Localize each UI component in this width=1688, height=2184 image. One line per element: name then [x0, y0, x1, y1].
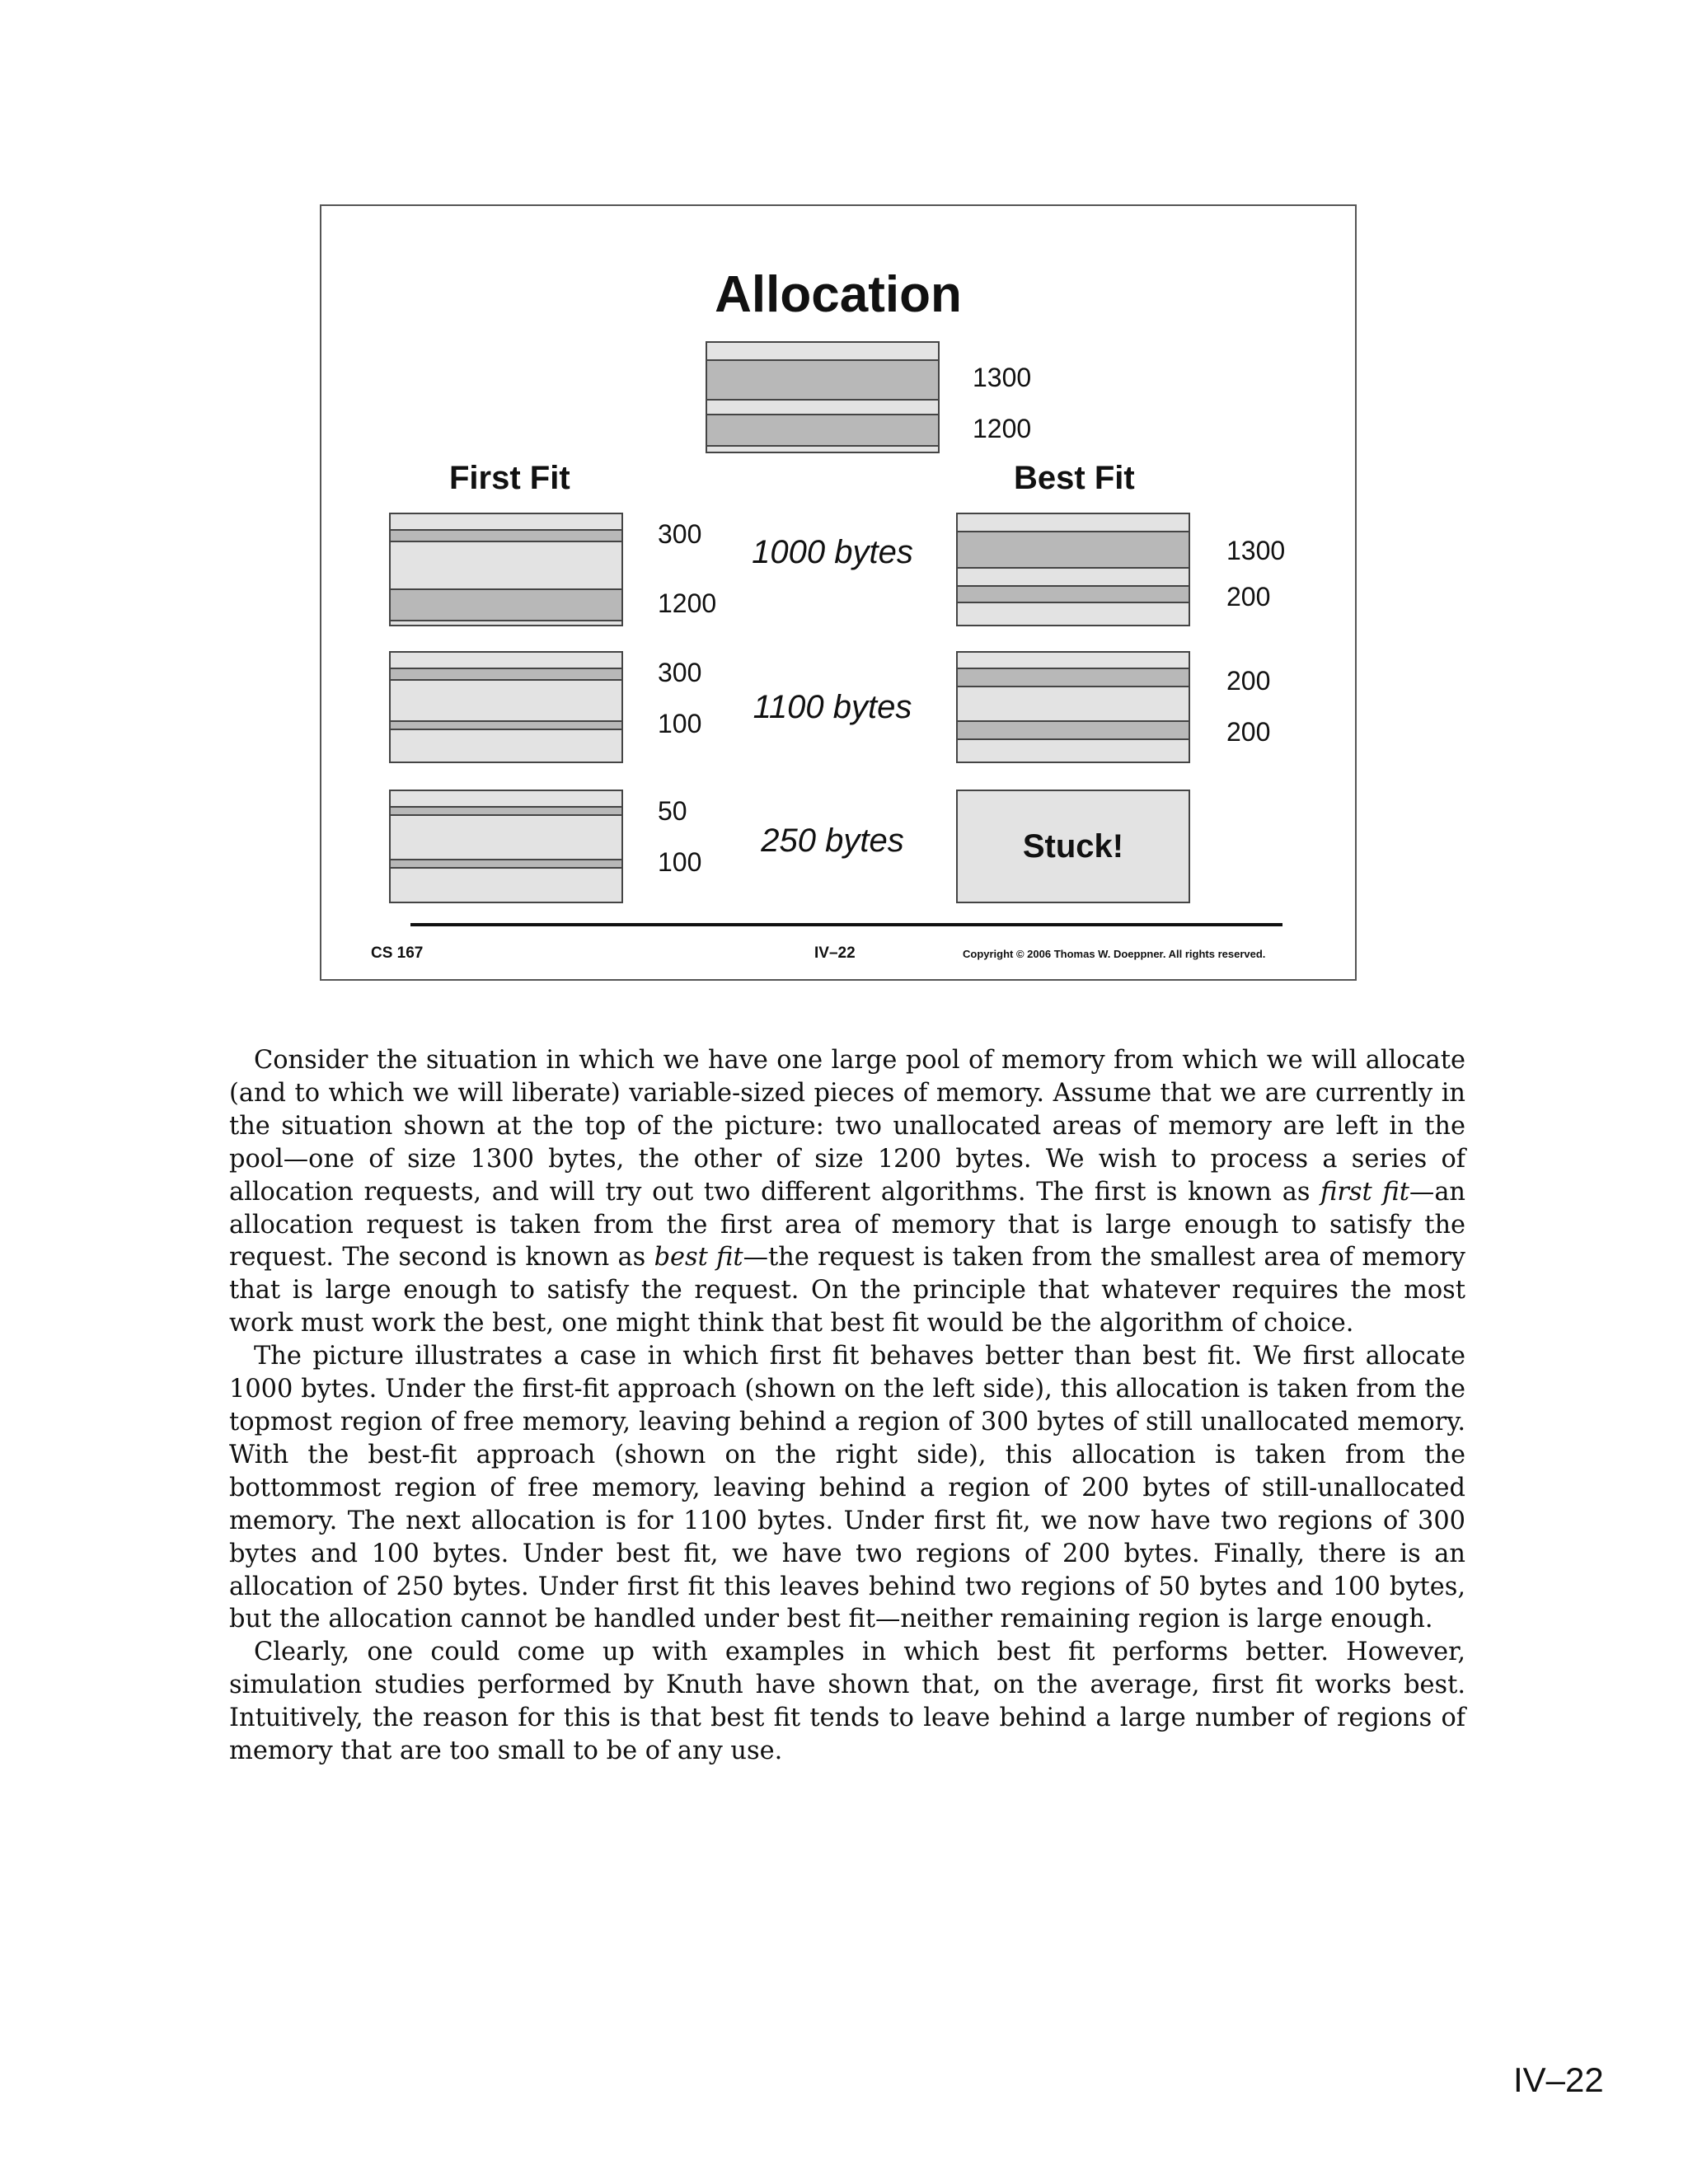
first-fit-label: 100: [658, 847, 702, 877]
body-text: [229, 1044, 1465, 1768]
request-label-1100: 1100 bytes: [753, 689, 912, 725]
best-fit-memory-1000: [956, 513, 1190, 626]
request-label-1000: 1000 bytes: [752, 534, 913, 570]
initial-label-1200: 1200: [973, 414, 1032, 443]
stuck-label: Stuck!: [1022, 827, 1124, 865]
first-fit-label: 1200: [658, 588, 717, 618]
best-fit-label: 200: [1226, 582, 1271, 612]
best-fit-stuck-box: [956, 790, 1190, 903]
first-fit-memory-250: [389, 790, 623, 903]
first-fit-memory-1100: [389, 651, 623, 763]
footer-rule: [410, 923, 1282, 926]
first-fit-label: 100: [658, 709, 702, 738]
best-fit-label: 1300: [1226, 536, 1286, 565]
slide-figure: [320, 204, 1357, 981]
page-number: IV–22: [1513, 2060, 1604, 2099]
first-fit-heading: First Fit: [449, 460, 570, 496]
best-fit-heading: Best Fit: [1014, 460, 1135, 496]
footer-course: CS 167: [371, 944, 424, 962]
first-fit-memory-1000: [389, 513, 623, 626]
paragraph-3: Clearly, one could come up with examples in which best fit performs better. However, simulation studies performed by Knuth have shown that, on the average, first fit works best. Intuitively, the reason for this is that best fit tends to leave behind a large number of regions of memory that are too small to be of any use.: [229, 1638, 1465, 1766]
term-best-fit: best fit: [654, 1243, 743, 1272]
initial-memory-block: [706, 341, 940, 453]
first-fit-label: 300: [658, 658, 702, 687]
first-fit-label: 50: [658, 796, 687, 826]
initial-label-1300: 1300: [973, 363, 1032, 392]
slide-title: Allocation: [715, 266, 962, 323]
first-fit-label: 300: [658, 519, 702, 549]
best-fit-memory-1100: [956, 651, 1190, 763]
paragraph-2: The picture illustrates a case in which first fit behaves better than best fit. We first allocate 1000 bytes. Under the first-fit approach (shown on the left side), this allocation is taken from the topmost region of free memory, leaving behind a region of 300 bytes of still unallocated memory. With the best-fit approach (shown on the right side), this allocation is taken from the bottommost region of free memory, leaving behind a region of 200 bytes of still-unallocated memory. The next allocation is for 1100 bytes. Under first fit, we now have two regions of 300 bytes and 100 bytes. Under best fit, we have two regions of 200 bytes. Finally, there is an allocation of 250 bytes. Under first fit this leaves behind two regions of 50 bytes and 100 bytes, but the allocation cannot be handled under best fit—neither remaining region is large enough.: [229, 1342, 1465, 1634]
footer-slide-number: IV–22: [814, 944, 856, 962]
paragraph-1: Consider the situation in which we have one large pool of memory from which we will allocate (and to which we will liberate) variable-sized pieces of memory. Assume that we are currently in the situation shown at the top of the picture: two unallocated areas of memory are left in the pool—one of size 1300 bytes, the other of size 1200 bytes. We wish to process a series of allocation requests, and will try out two different algorithms. The first is known as first fit—an allocation request is taken from the first area of memory that is large enough to satisfy the request. The second is known as best fit—the request is taken from the smallest area of memory that is large enough to satisfy the request. On the principle that whatever requires the most work must work the best, one might think that best fit would be the algorithm of choice.: [229, 1046, 1466, 1338]
best-fit-label: 200: [1226, 717, 1271, 747]
footer-copyright: Copyright © 2006 Thomas W. Doeppner. All rights reserved.: [963, 948, 1266, 960]
term-first-fit: first fit: [1320, 1177, 1409, 1207]
best-fit-label: 200: [1226, 666, 1271, 696]
request-label-250: 250 bytes: [761, 823, 904, 859]
